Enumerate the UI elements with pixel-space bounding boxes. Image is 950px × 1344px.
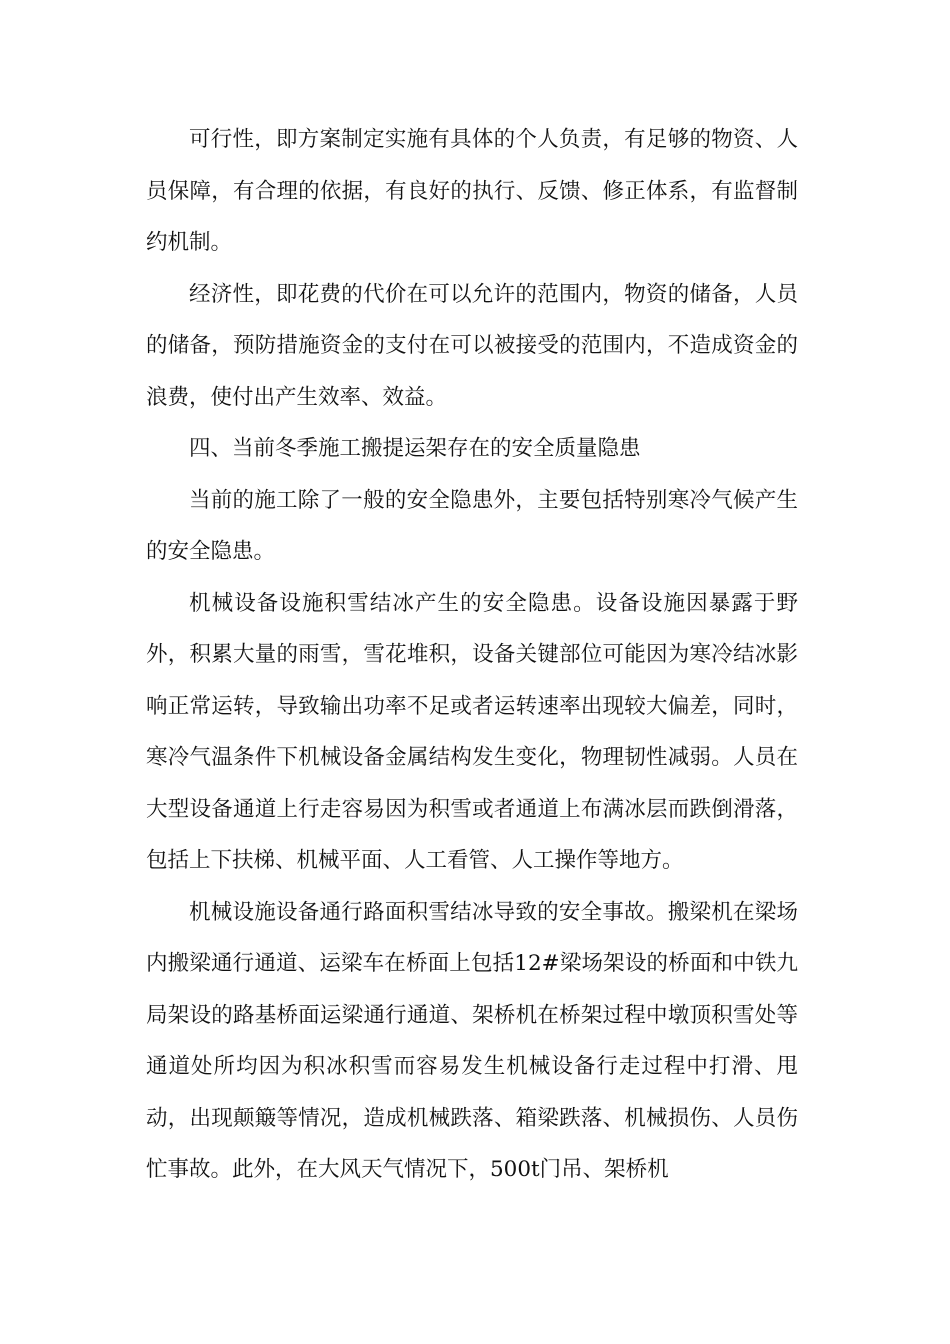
paragraph-equipment-snow: 机械设备设施积雪结冰产生的安全隐患。设备设施因暴露于野外，积累大量的雨雪，雪花堆积，设备关键部位可能因为寒冷结冰影响正常运转，导致输出功率不足或者运转速率出现较大偏差，同时，寒冷气温条件下机械设备金属结构发生变化，物理韧性减弱。人员在大型设备通道上行走容易因为积雪或者通道上布满冰层而跌倒滑落，包括上下扶梯、机械平面、人工看管、人工操作等地方。	[146, 590, 798, 873]
paragraph-economy: 经济性，即花费的代价在可以允许的范围内，物资的储备，人员的储备，预防措施资金的支付在可以被接受的范围内，不造成资金的浪费，使付出产生效率、效益。	[146, 281, 798, 410]
paragraph-road-snow: 机械设施设备通行路面积雪结冰导致的安全事故。搬梁机在梁场内搬梁通行通道、运梁车在桥面上包括12#梁场架设的桥面和中铁九局架设的路基桥面运梁通行通道、架桥机在桥架过程中墩顶积雪处等通道处所均因为积冰积雪而容易发生机械设备行走过程中打滑、甩动，出现颠簸等情况，造成机械跌落、箱梁跌落、机械损伤、人员伤忙事故。此外，在大风天气情况下，500t门吊、架桥机	[146, 899, 798, 1182]
paragraph-intro: 当前的施工除了一般的安全隐患外，主要包括特别寒冷气候产生的安全隐患。	[146, 487, 798, 564]
document-page	[146, 114, 798, 1196]
paragraph-feasibility: 可行性，即方案制定实施有具体的个人负责，有足够的物资、人员保障，有合理的依据，有良好的执行、反馈、修正体系，有监督制约机制。	[146, 127, 798, 255]
section-heading: 四、当前冬季施工搬提运架存在的安全质量隐患	[189, 436, 641, 461]
